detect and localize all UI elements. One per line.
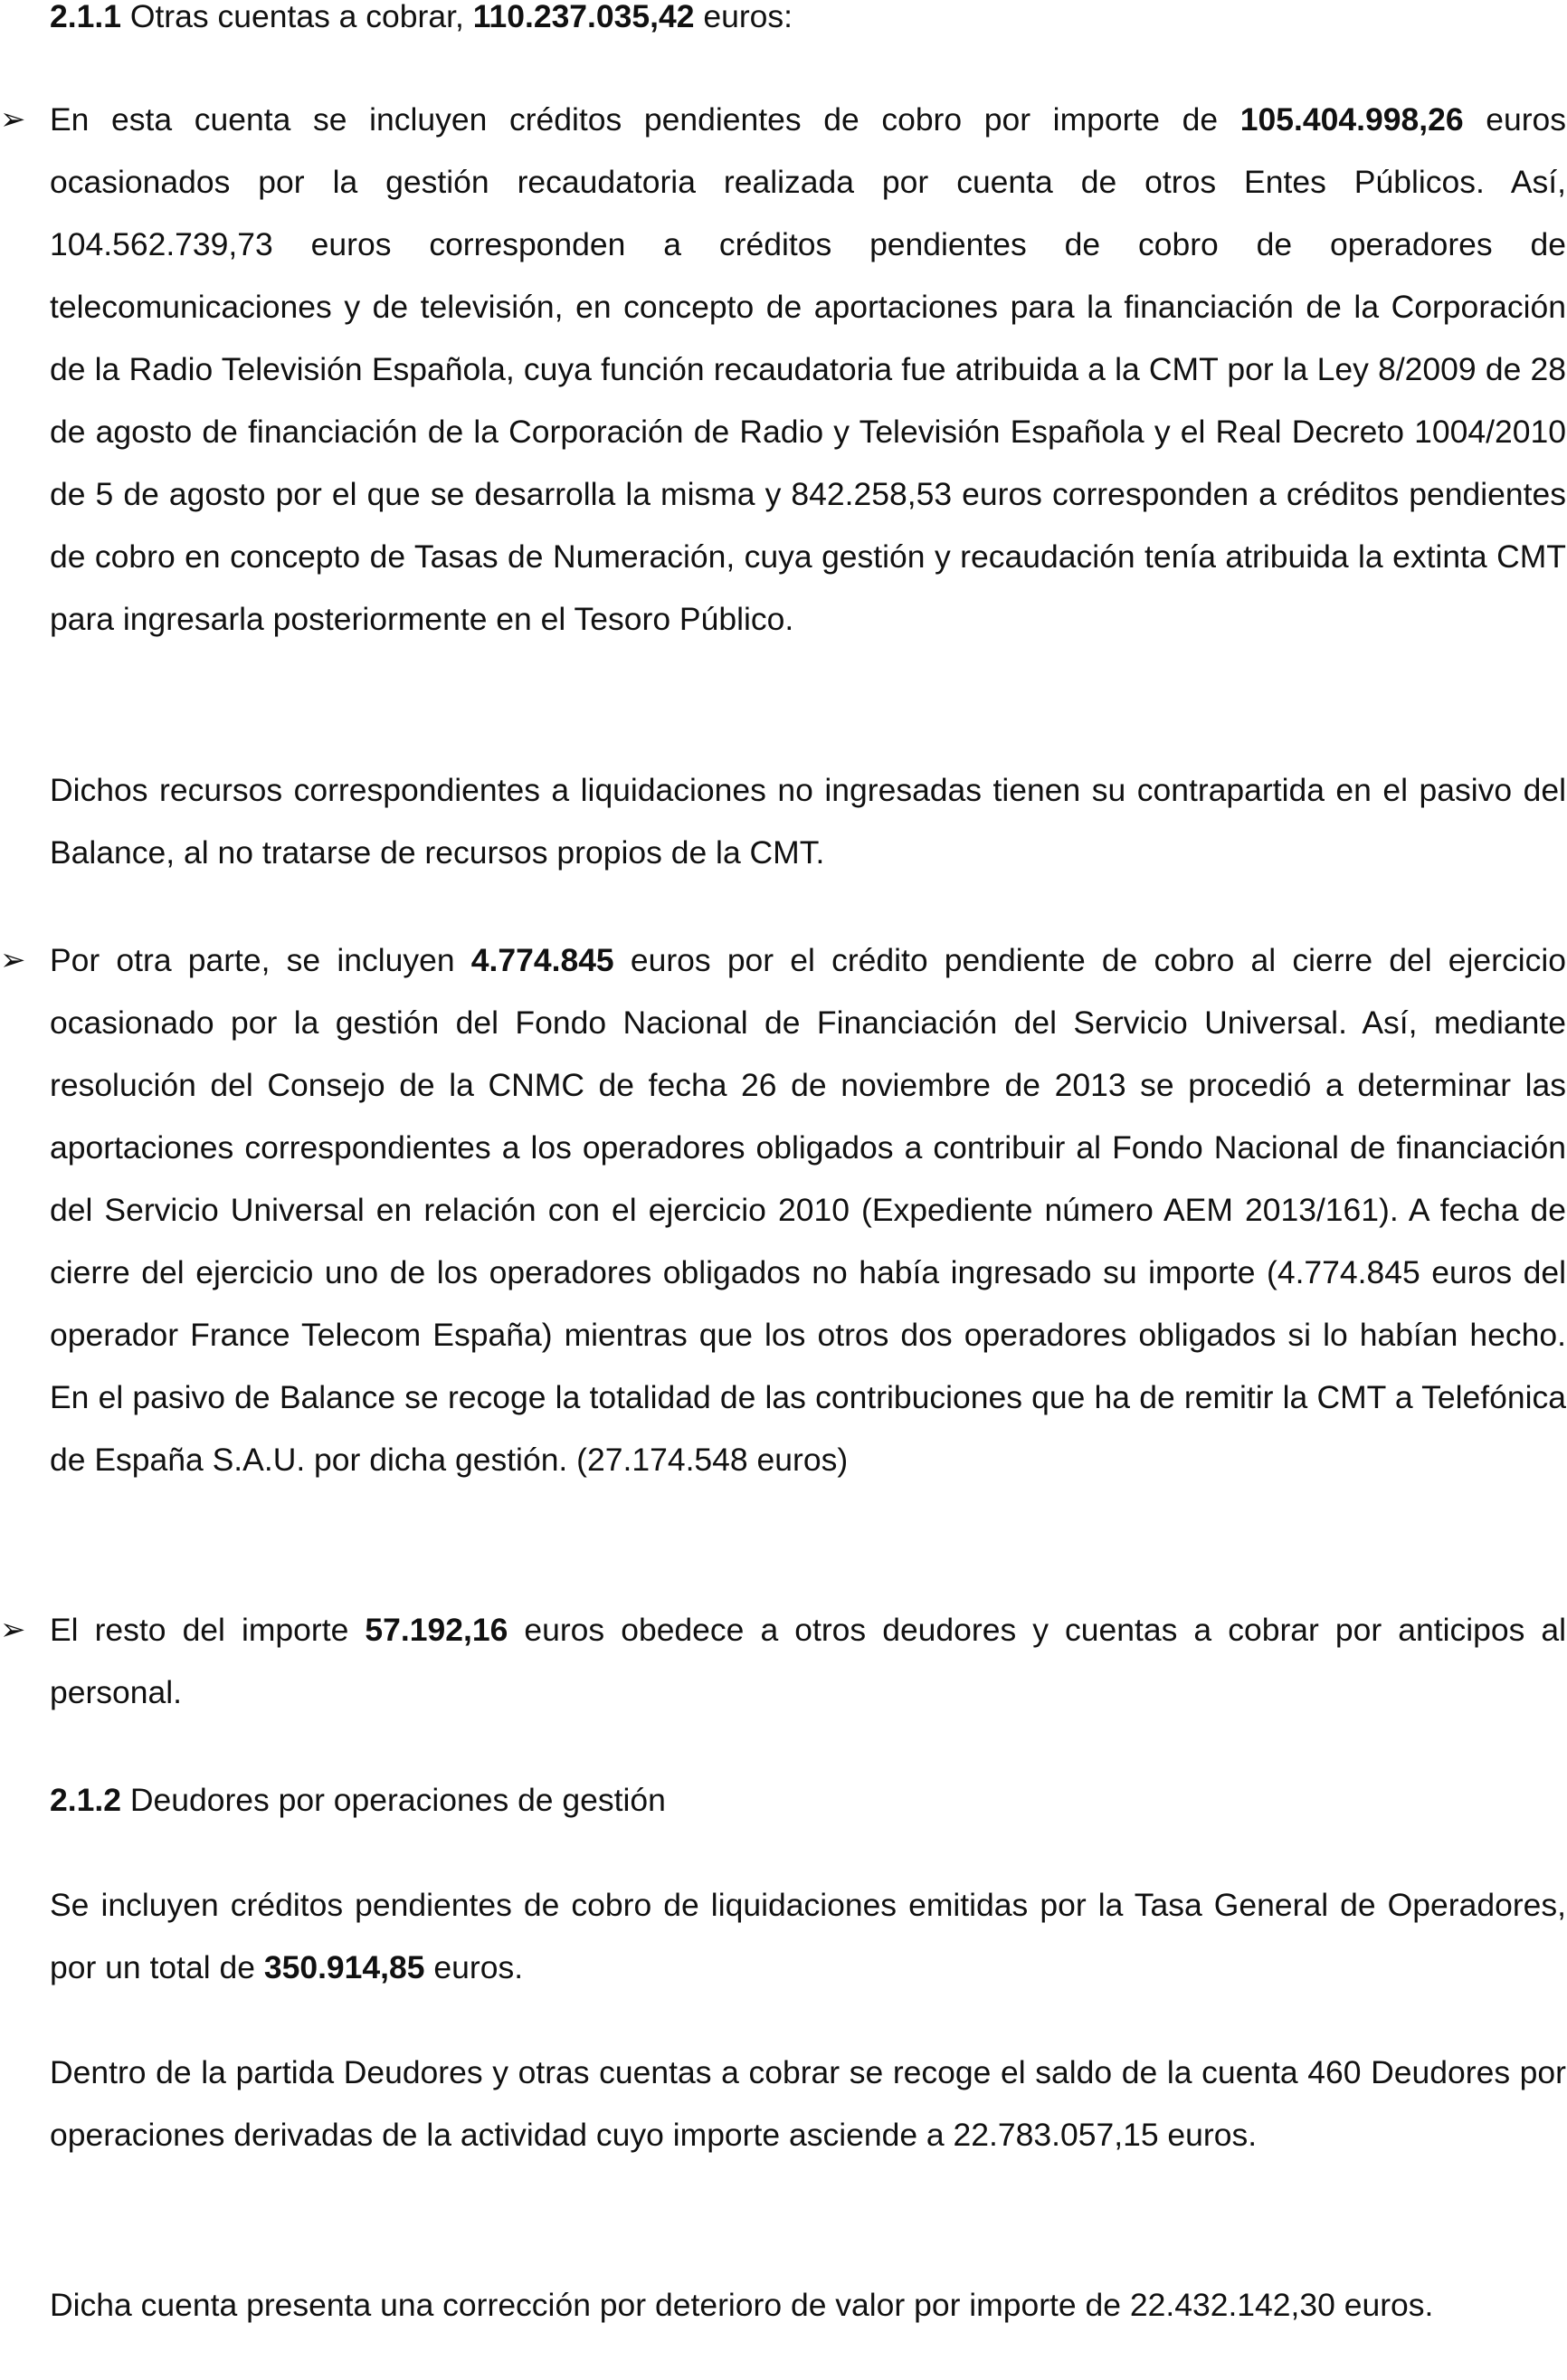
paragraph-correccion: Dicha cuenta presenta una corrección por deterioro de valor por importe de 22.432.142,30 euros.	[50, 2287, 1434, 2323]
amount-bold: 350.914,85	[263, 1949, 425, 1985]
section-title: Otras cuentas a cobrar,	[120, 0, 473, 34]
arrow-bullet-icon: ➢	[0, 101, 26, 138]
section-title: Deudores por operaciones de gestión	[120, 1782, 666, 1818]
paragraph-recursos: Dichos recursos correspondientes a liquidaciones no ingresadas tienen su contrapartida en el pasivo del Balance, al no tratarse de recursos propios de la CMT.	[50, 772, 1566, 871]
section-suffix: euros:	[694, 0, 793, 34]
section-heading-2-1-2	[50, 1769, 1566, 1832]
paragraph-tasa: Se incluyen créditos pendientes de cobro de liquidaciones emitidas por la Tasa General de Operadores, por un total de 350.914,85 euros.	[50, 1887, 1566, 1985]
paragraph-partida: Dentro de la partida Deudores y otras cuentas a cobrar se recoge el saldo de la cuenta 460 Deudores por operaciones derivadas de la actividad cuyo importe asciende a 22.783.057,15 euros.	[50, 2054, 1566, 2153]
section-number: 2.1.1	[50, 0, 121, 34]
arrow-bullet-icon: ➢	[0, 942, 26, 978]
arrow-bullet-icon: ➢	[0, 1612, 26, 1648]
bullet-text-fondo: Por otra parte, se incluyen 4.774.845 euros por el crédito pendiente de cobro al cierre del ejercicio ocasionado por la gestión del Fondo Nacional de Financiación del Servicio Universal. Así, mediante resolución del Consejo de la CNMC de fecha 26 de noviembre de 2013 se procedió a determinar las aportaciones correspondientes a los operadores obligados a contribuir al Fondo Nacional de financiación del Servicio Universal en relación con el ejercicio 2010 (Expediente número AEM 2013/161). A fecha de cierre del ejercicio uno de los operadores obligados no había ingresado su importe (4.774.845 euros del operador France Telecom España) mientras que los otros dos operadores obligados si lo habían hecho. En el pasivo de Balance se recoge la totalidad de las contribuciones que ha de remitir la CMT a Telefónica de España S.A.U. por dicha gestión. (27.174.548 euros)	[50, 942, 1566, 1478]
bullet-text-creditos: En esta cuenta se incluyen créditos pendientes de cobro por importe de 105.404.998,26 euros ocasionados por la gestión recaudatoria realizada por cuenta de otros Entes Públicos. Así, 104.562.739,73 euros corresponden a créditos pendientes de cobro de operadores de telecomunicaciones y de televisión, en concepto de aportaciones para la financiación de la Corporación de la Radio Televisión Española, cuya función recaudatoria fue atribuida a la CMT por la Ley 8/2009 de 28 de agosto de financiación de la Corporación de Radio y Televisión Española y el Real Decreto 1004/2010 de 5 de agosto por el que se desarrolla la misma y 842.258,53 euros corresponden a créditos pendientes de cobro en concepto de Tasas de Numeración, cuya gestión y recaudación tenía atribuida la extinta CMT para ingresarla posteriormente en el Tesoro Público.	[50, 101, 1567, 637]
amount-bold: 57.192,16	[365, 1612, 508, 1648]
amount-bold: 105.404.998,26	[1239, 101, 1464, 138]
section-heading-2-1-1	[50, 0, 1566, 48]
section-amount: 110.237.035,42	[472, 0, 695, 34]
section-number: 2.1.2	[50, 1782, 121, 1818]
amount-bold: 4.774.845	[470, 942, 614, 978]
bullet-text-resto: El resto del importe 57.192,16 euros obedece a otros deudores y cuentas a cobrar por anticipos al personal.	[50, 1612, 1566, 1710]
